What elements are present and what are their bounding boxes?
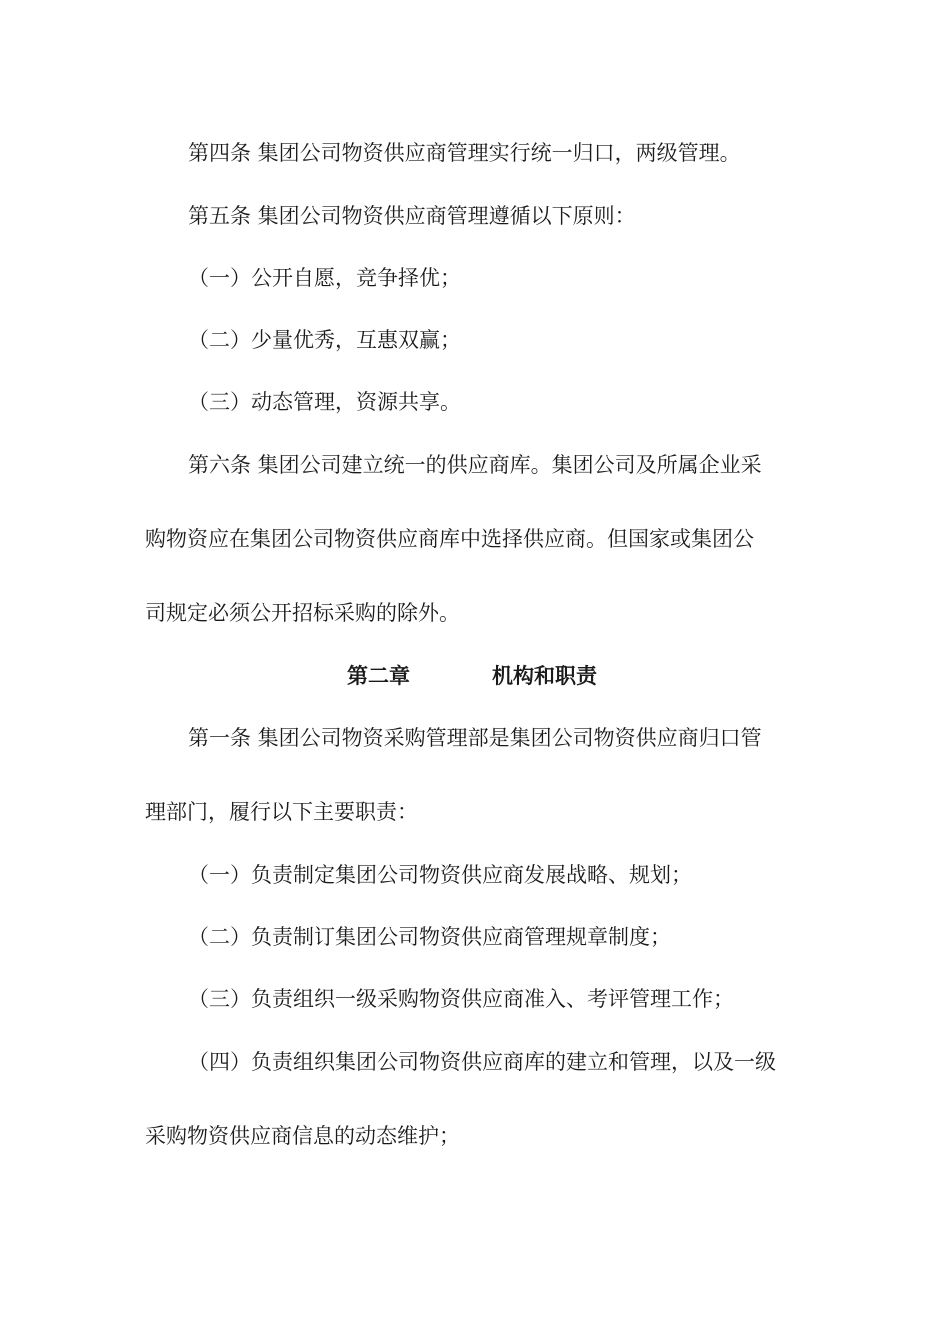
article-6-line-1: 第六条 集团公司建立统一的供应商库。集团公司及所属企业采	[188, 453, 762, 477]
principle-3: （三）动态管理，资源共享。	[188, 390, 461, 414]
duty-4-line-2: 采购物资供应商信息的动态维护；	[145, 1124, 460, 1148]
article-5: 第五条 集团公司物资供应商管理遵循以下原则：	[188, 204, 636, 228]
principle-2: （二）少量优秀，互惠双赢；	[188, 328, 461, 352]
chapter-number: 第二章	[347, 663, 410, 688]
article-1-line-1: 第一条 集团公司物资采购管理部是集团公司物资供应商归口管	[188, 726, 762, 750]
duty-1: （一）负责制定集团公司物资供应商发展战略、规划；	[188, 863, 692, 887]
article-6-line-2: 购物资应在集团公司物资供应商库中选择供应商。但国家或集团公	[145, 527, 754, 551]
duty-3: （三）负责组织一级采购物资供应商准入、考评管理工作；	[188, 987, 734, 1011]
article-1-line-2: 理部门，履行以下主要职责：	[145, 800, 418, 824]
duty-4-line-1: （四）负责组织集团公司物资供应商库的建立和管理，以及一级	[188, 1050, 776, 1074]
article-4: 第四条 集团公司物资供应商管理实行统一归口，两级管理。	[188, 141, 741, 165]
chapter-title: 机构和职责	[492, 663, 597, 688]
article-6-line-3: 司规定必须公开招标采购的除外。	[145, 601, 460, 625]
principle-1: （一）公开自愿，竞争择优；	[188, 266, 461, 290]
duty-2: （二）负责制订集团公司物资供应商管理规章制度；	[188, 925, 671, 949]
